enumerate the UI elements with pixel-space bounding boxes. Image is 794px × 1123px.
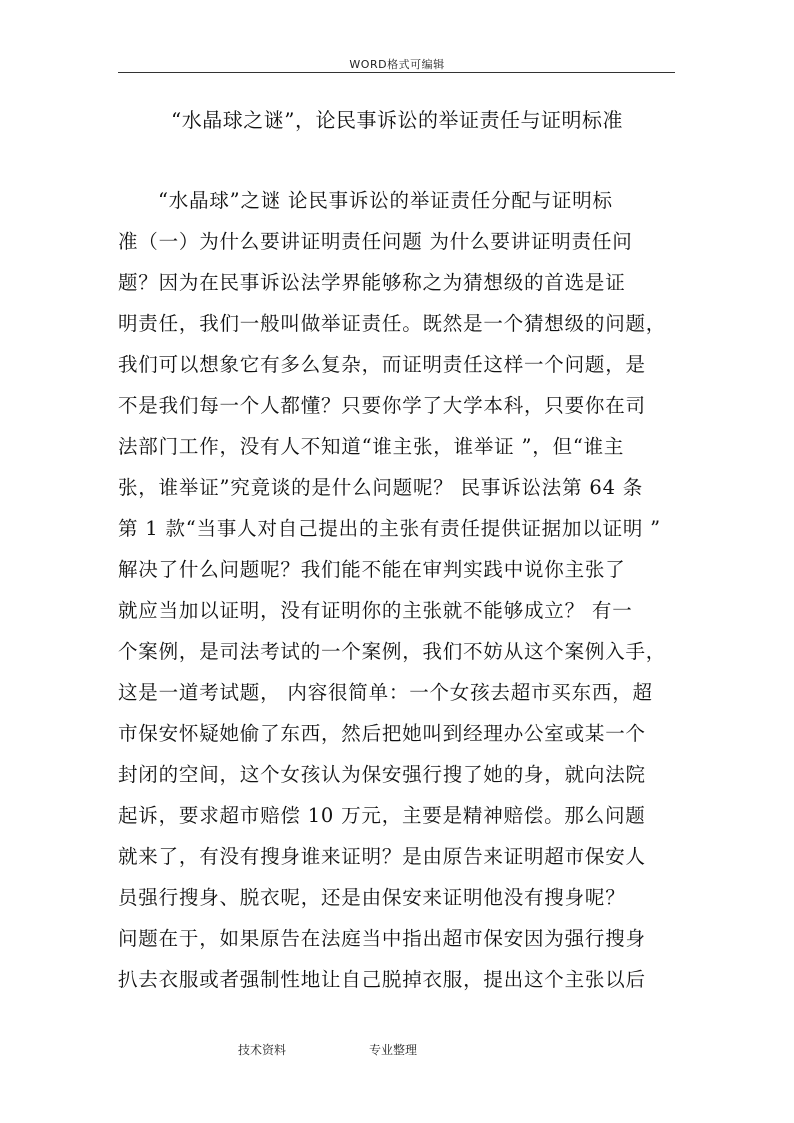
body-line: 明责任，我们一般叫做举证责任。既然是一个猜想级的问题，: [118, 312, 667, 335]
page-header: WORD格式可编辑: [349, 58, 445, 71]
body-line: 员强行搜身、脱衣呢，还是由保安来证明他没有搜身呢？: [118, 886, 626, 909]
body-line: 第 1 款“当事人对自己提出的主张有责任提供证据加以证明 ”: [118, 517, 661, 540]
body-line: 不是我们每一个人都懂？只要你学了大学本科，只要你在司: [118, 394, 646, 417]
body-line: 题？因为在民事诉讼法学界能够称之为猜想级的首选是证: [118, 271, 626, 294]
body-line: 就应当加以证明，没有证明你的主张就不能够成立？ 有一: [118, 599, 633, 622]
header-divider: [118, 72, 675, 73]
body-line: 准（一）为什么要讲证明责任问题 为什么要讲证明责任问: [118, 230, 633, 253]
footer-left-label: 技术资料: [238, 1043, 287, 1057]
body-line: 扒去衣服或者强制性地让自己脱掉衣服，提出这个主张以后: [118, 968, 646, 991]
document-body: [118, 180, 678, 1000]
body-line: 张，谁举证”究竟谈的是什么问题呢？ 民事诉讼法第 64 条: [118, 476, 644, 499]
body-line: 法部门工作，没有人不知道“谁主张，谁举证 ”，但“谁主: [118, 435, 625, 458]
body-line: 市保安怀疑她偷了东西，然后把她叫到经理办公室或某一个: [118, 722, 646, 745]
body-line: “水晶球”之谜 论民事诉讼的举证责任分配与证明标: [158, 189, 613, 212]
body-line: 我们可以想象它有多么复杂，而证明责任这样一个问题，是: [118, 353, 646, 376]
body-line: 这是一道考试题， 内容很简单：一个女孩去超市买东西，超: [118, 681, 653, 704]
body-line: 解决了什么问题呢？我们能不能在审判实践中说你主张了: [118, 558, 626, 581]
body-line: 就来了，有没有搜身谁来证明？是由原告来证明超市保安人: [118, 845, 646, 868]
body-line: 封闭的空间，这个女孩认为保安强行搜了她的身，就向法院: [118, 763, 646, 786]
body-line: 问题在于，如果原告在法庭当中指出超市保安因为强行搜身: [118, 927, 646, 950]
footer-right-label: 专业整理: [369, 1043, 418, 1057]
body-line: 个案例，是司法考试的一个案例，我们不妨从这个案例入手，: [118, 640, 667, 663]
body-line: 起诉，要求超市赔偿 10 万元，主要是精神赔偿。那么问题: [118, 804, 646, 827]
document-title: “水晶球之谜”，论民事诉讼的举证责任与证明标准: [171, 108, 623, 132]
